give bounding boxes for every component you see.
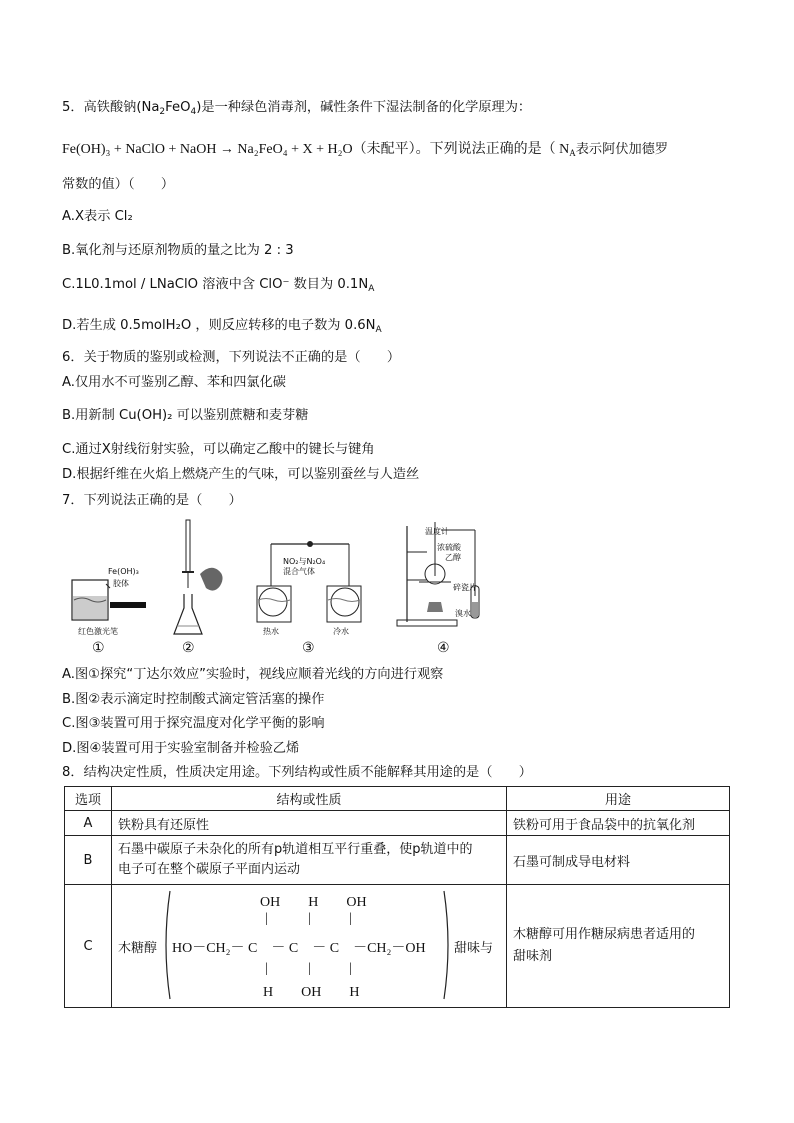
ethylene-apparatus-illustration [395, 516, 505, 656]
row-c-use [507, 885, 730, 1008]
row-b-property-line2: 电子可在整个碳原子平面内运动 [118, 862, 301, 877]
q6-option-b: B.用新制 Cu(OH)₂ 可以鉴别蔗糖和麦芽糖 [62, 408, 309, 423]
q5-equation: Fe(OH)₃ + NaClO + NaOH → Na₂FeO₄ + X + H₂O（未配平）。下列说法正确的是（ $N_A$表示阿伏加德罗 [62, 142, 669, 158]
q5-stem-cont: 常数的值）（ ） [62, 177, 175, 192]
q6-option-c: C.通过X射线衍射实验，可以确定乙酸中的键长与键角 [62, 442, 375, 457]
burette-flask-illustration [170, 516, 240, 656]
row-c-property [112, 885, 507, 1008]
row-b-property-line1: 石墨中碳原子未杂化的所有p轨道相互平行重叠，使p轨道中的 [118, 842, 473, 857]
colloid-label-2: 胶体 [113, 579, 129, 588]
hot-water-label: 热水 [263, 627, 279, 636]
figure-4-number: ④ [437, 640, 450, 656]
table-header-row [65, 787, 730, 811]
q7-option-d: D.图④装置可用于实验室制备并检验乙烯 [62, 741, 300, 756]
gas-label-2: 混合气体 [283, 567, 315, 576]
figure-3-number: ③ [302, 640, 315, 656]
q8-table [64, 786, 730, 1008]
xylitol-name: 木糖醇 [118, 941, 158, 956]
q5-option-b: B.氧化剂与还原剂物质的量之比为 2 : 3 [62, 243, 294, 258]
q6-stem: 6．关于物质的鉴别或检测，下列说法不正确的是（ ） [62, 350, 401, 365]
ethanol-label: 乙醇 [445, 553, 461, 562]
q5-option-c: C.1L0.1mol / LNaClO 溶液中含 ClO⁻ 数目为 $0.1N_A$ [62, 277, 375, 294]
q7-stem: 7．下列说法正确的是（ ） [62, 493, 242, 508]
q6-option-d: D.根据纤维在火焰上燃烧产生的气味，可以鉴别蚕丝与人造丝 [62, 467, 420, 482]
header-option: 选项 [65, 787, 112, 811]
row-c-tail: 甜味与 [454, 941, 494, 956]
structure-main-chain: HO－CH₂－ C － C － C －CH₂－OH [172, 941, 426, 956]
table-row [65, 836, 730, 885]
q5-option-a: A.X表示 Cl₂ [62, 209, 133, 224]
q6-option-a: A.仅用水不可鉴别乙醇、苯和四氯化碳 [62, 375, 286, 390]
structure-top-row: OH H OH [260, 895, 367, 910]
row-c-option: C [65, 885, 112, 1008]
figure-3-equilibrium [255, 516, 365, 656]
row-a-property: 铁粉具有还原性 [112, 811, 507, 836]
q7-option-a: A.图①探究“丁达尔效应”实验时，视线应顺着光线的方向进行观察 [62, 667, 444, 682]
header-property: 结构或性质 [112, 787, 507, 811]
figure-2-titration [170, 516, 240, 656]
structure-bond: | [349, 961, 352, 976]
thermometer-label: 温度计 [425, 527, 449, 536]
laser-label: 红色激光笔 [78, 627, 118, 636]
table-row [65, 811, 730, 836]
q8-stem: 8．结构决定性质，性质决定用途。下列结构或性质不能解释其用途的是（ ） [62, 765, 532, 780]
gas-label: NO₂与N₂O₄ [283, 557, 326, 566]
figure-2-number: ② [182, 640, 195, 656]
structure-bond: | [308, 911, 311, 926]
cold-water-label: 冷水 [333, 627, 349, 636]
row-a-use: 铁粉可用于食品袋中的抗氧化剂 [507, 811, 730, 836]
structure-bond: | [349, 911, 352, 926]
structure-bond: | [308, 961, 311, 976]
header-use: 用途 [507, 787, 730, 811]
row-c-use-line1: 木糖醇可用作糖尿病患者适用的 [513, 927, 696, 942]
row-b-option: B [65, 836, 112, 885]
q5-option-d: D.若生成 0.5molH₂O ，则反应转移的电子数为 $0.6N_A$ [62, 318, 382, 335]
row-c-use-line2: 甜味剂 [513, 949, 553, 964]
q5-stem: 5．高铁酸钠$(Na_2FeO_4)$是一种绿色消毒剂，碱性条件下湿法制备的化学原理为： [62, 100, 532, 117]
row-a-option: A [65, 811, 112, 836]
row-b-use: 石墨可制成导电材料 [507, 836, 730, 885]
figure-1-number: ① [92, 640, 105, 656]
q7-option-c: C.图③装置可用于探究温度对化学平衡的影响 [62, 716, 325, 731]
structure-bond: | [265, 911, 268, 926]
table-row [65, 885, 730, 1008]
colloid-label: Fe(OH)₃ [108, 567, 139, 576]
figure-4-ethylene [395, 516, 505, 656]
figure-1-tyndall [66, 516, 156, 656]
sulfuric-acid-label: 浓硫酸 [437, 543, 461, 552]
structure-bond: | [265, 961, 268, 976]
porcelain-label: 碎瓷片 [453, 583, 477, 592]
q7-option-b: B.图②表示滴定时控制酸式滴定管活塞的操作 [62, 692, 325, 707]
bromine-water-label: 溴水 [455, 609, 471, 618]
row-b-property [112, 836, 507, 885]
structure-bottom-row: H OH H [263, 985, 360, 1000]
